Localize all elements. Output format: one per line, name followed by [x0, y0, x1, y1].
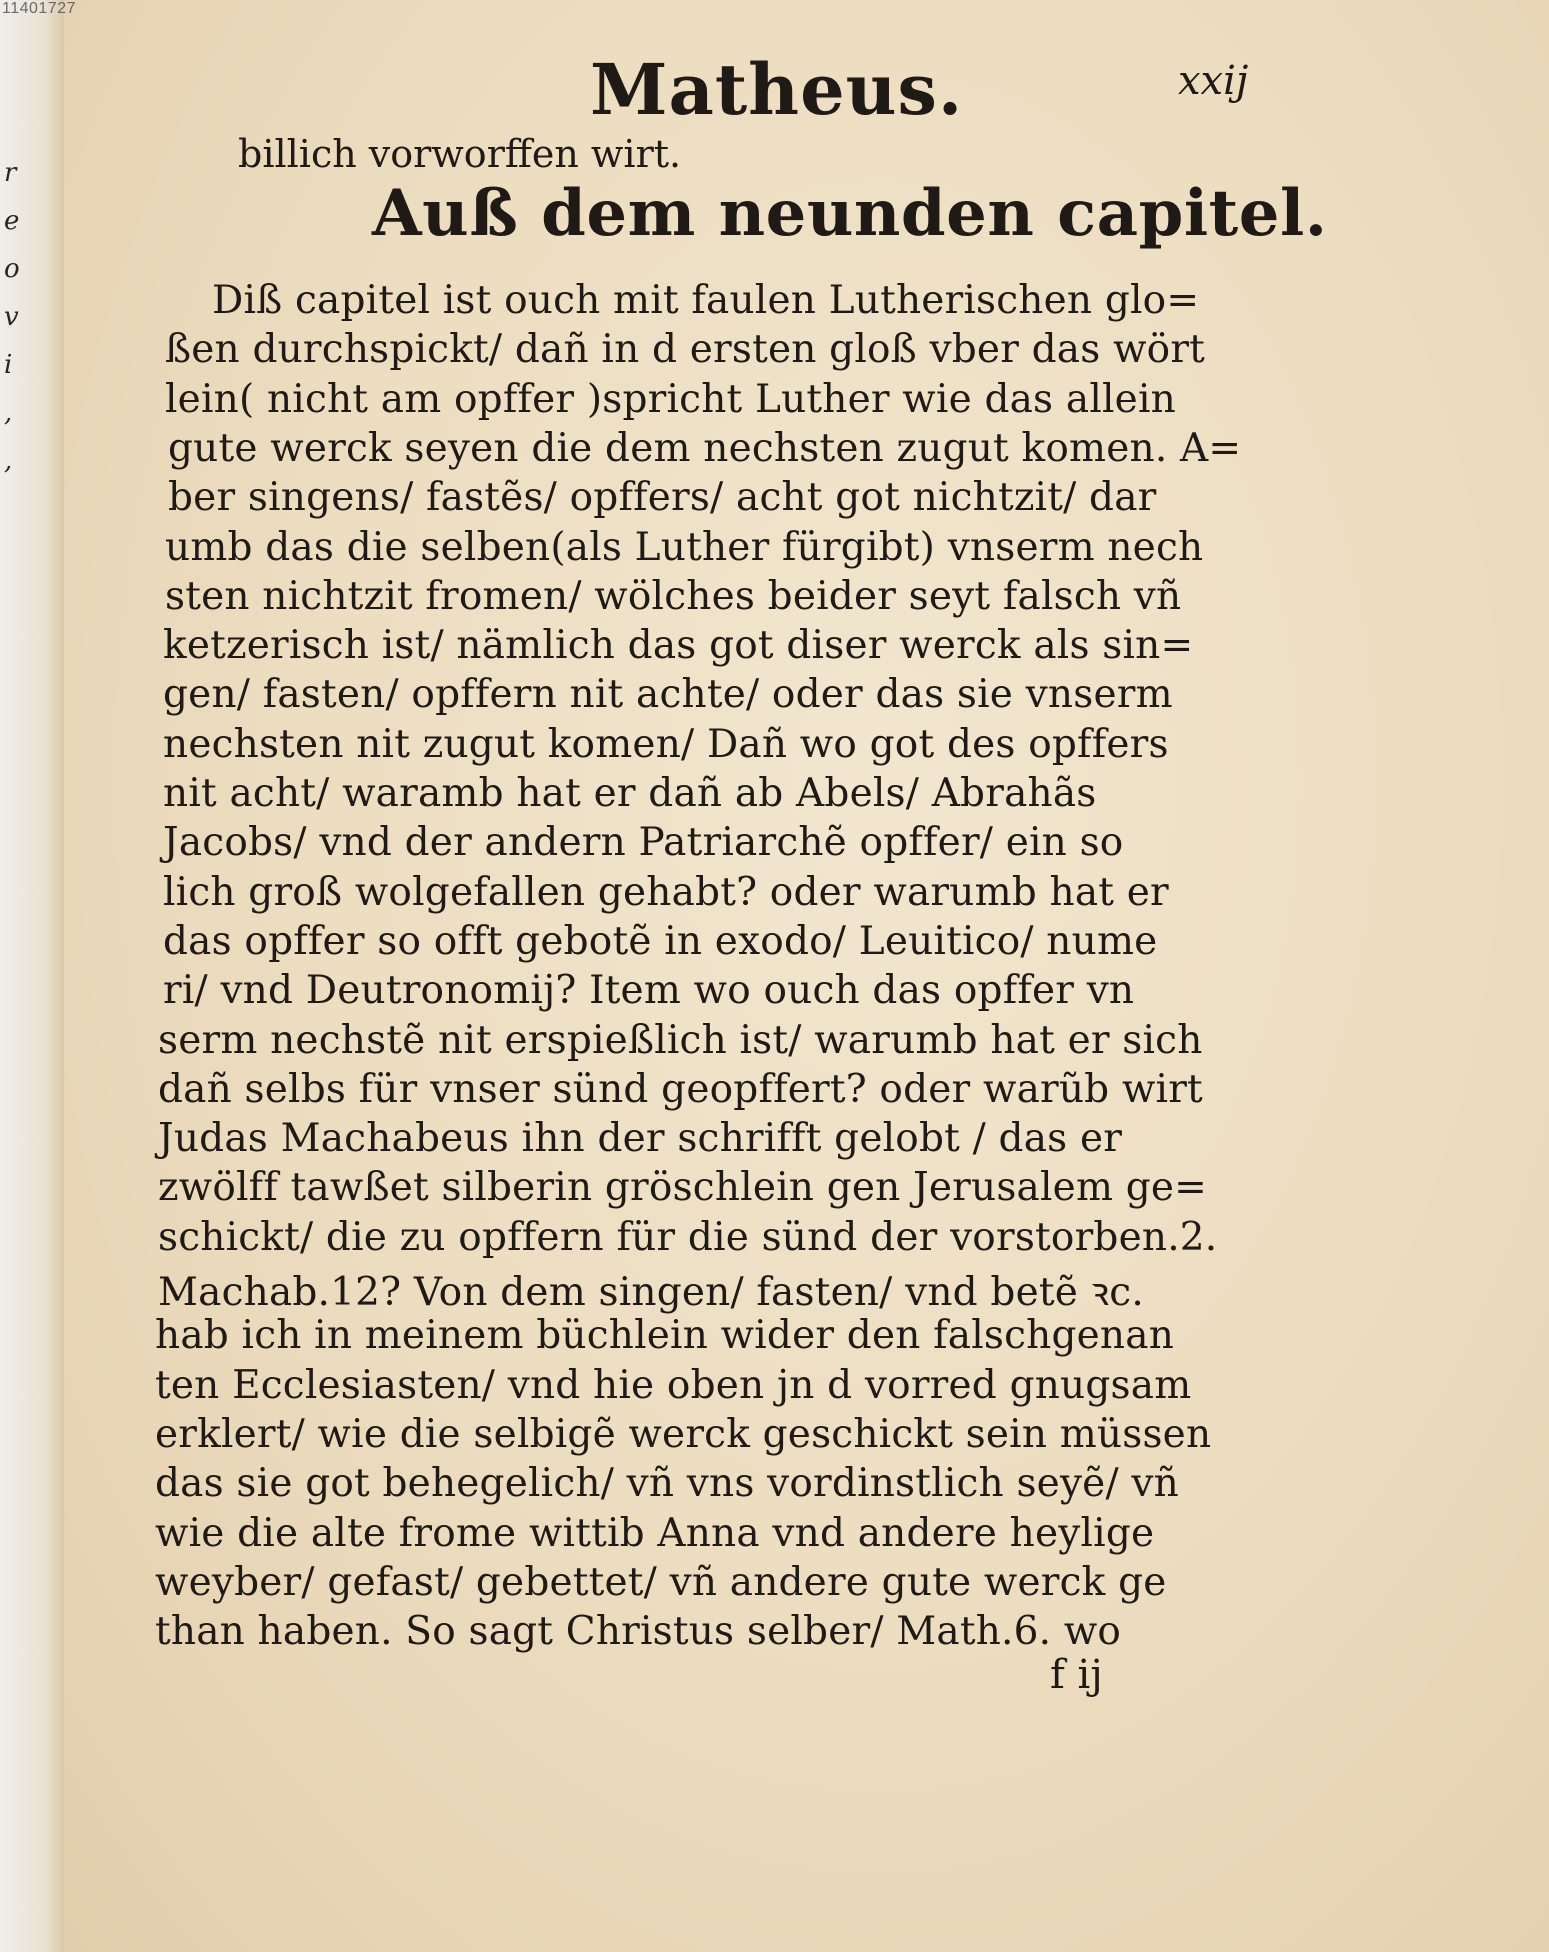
reference-id: 11401727	[2, 0, 76, 17]
margin-char: ,	[4, 398, 13, 428]
body-line: lein( nicht am opffer )spricht Luther wie das allein	[165, 376, 1176, 422]
continuation-line: billich vorworffen wirt.	[238, 132, 682, 176]
body-line: serm nechstẽ nit erspießlich ist/ warumb hat er sich	[158, 1017, 1203, 1063]
body-line: zwölff tawßet silberin gröschlein gen Jerusalem ge=	[158, 1165, 1208, 1211]
body-line: ri/ vnd Deutronomij? Item wo ouch das opffer vn	[163, 968, 1135, 1014]
body-line: wie die alte frome wittib Anna vnd andere heylige	[155, 1510, 1155, 1556]
body-line: than haben. So sagt Christus selber/ Math.6. wo	[155, 1609, 1122, 1655]
margin-char: r	[4, 158, 17, 188]
body-line: das opffer so offt gebotẽ in exodo/ Leuitico/ nume	[163, 918, 1158, 964]
body-line: sten nichtzit fromen/ wölches beider seyt falsch vñ	[165, 573, 1182, 619]
body-line: umb das die selben(als Luther fürgibt) vnserm nech	[165, 524, 1204, 570]
body-line: nechsten nit zugut komen/ Dañ wo got des opffers	[163, 721, 1169, 767]
body-line: weyber/ gefast/ gebettet/ vñ andere gute werck ge	[155, 1559, 1167, 1605]
body-line: das sie got behegelich/ vñ vns vordinstlich seyẽ/ vñ	[155, 1461, 1179, 1507]
margin-char: i	[4, 350, 13, 380]
body-line: schickt/ die zu opffern für die sünd der vorstorben.2.	[158, 1214, 1218, 1260]
body-line: lich groß wolgefallen gehabt? oder warumb hat er	[163, 869, 1169, 915]
body-line: hab ich in meinem büchlein wider den falschgenan	[155, 1313, 1175, 1359]
body-line: Judas Machabeus ihn der schrifft gelobt / das er	[158, 1116, 1123, 1162]
margin-char: v	[4, 302, 19, 332]
body-line: Jacobs/ vnd der andern Patriarchẽ opffer/ ein so	[163, 820, 1124, 866]
body-line: ßen durchspickt/ dañ in d ersten gloß vber das wört	[165, 327, 1206, 373]
body-line: erklert/ wie die selbigẽ werck geschickt sein müssen	[155, 1411, 1212, 1457]
body-line: Machab.12? Von dem singen/ fasten/ vnd betẽ ꝛc.	[158, 1270, 1144, 1315]
signature-mark: f ij	[1050, 1652, 1103, 1698]
chapter-title: Auß dem neunden capitel.	[372, 176, 1328, 251]
margin-char: ,	[4, 446, 13, 476]
body-line: gute werck seyen die dem nechsten zugut komen. A=	[168, 425, 1242, 471]
body-line: ber singens/ fastẽs/ opffers/ acht got nichtzit/ dar	[168, 475, 1157, 521]
body-line: ten Ecclesiasten/ vnd hie oben jn d vorred gnugsam	[155, 1362, 1192, 1408]
adjacent-page-edge	[0, 0, 76, 1952]
body-line: ketzerisch ist/ nämlich das got diser werck als sin=	[163, 623, 1194, 669]
margin-char: e	[4, 206, 20, 236]
body-line: Diß capitel ist ouch mit faulen Lutherischen glo=	[212, 278, 1200, 323]
margin-char: o	[4, 254, 20, 284]
body-line: nit acht/ waramb hat er dañ ab Abels/ Abrahãs	[163, 771, 1097, 816]
body-line: dañ selbs für vnser sünd geopffert? oder warũb wirt	[158, 1066, 1203, 1112]
running-head: Matheus.	[590, 48, 964, 131]
body-line: gen/ fasten/ opffern nit achte/ oder das sie vnserm	[163, 672, 1173, 718]
folio-number: xxij	[1178, 58, 1249, 104]
book-page	[60, 0, 1549, 1952]
